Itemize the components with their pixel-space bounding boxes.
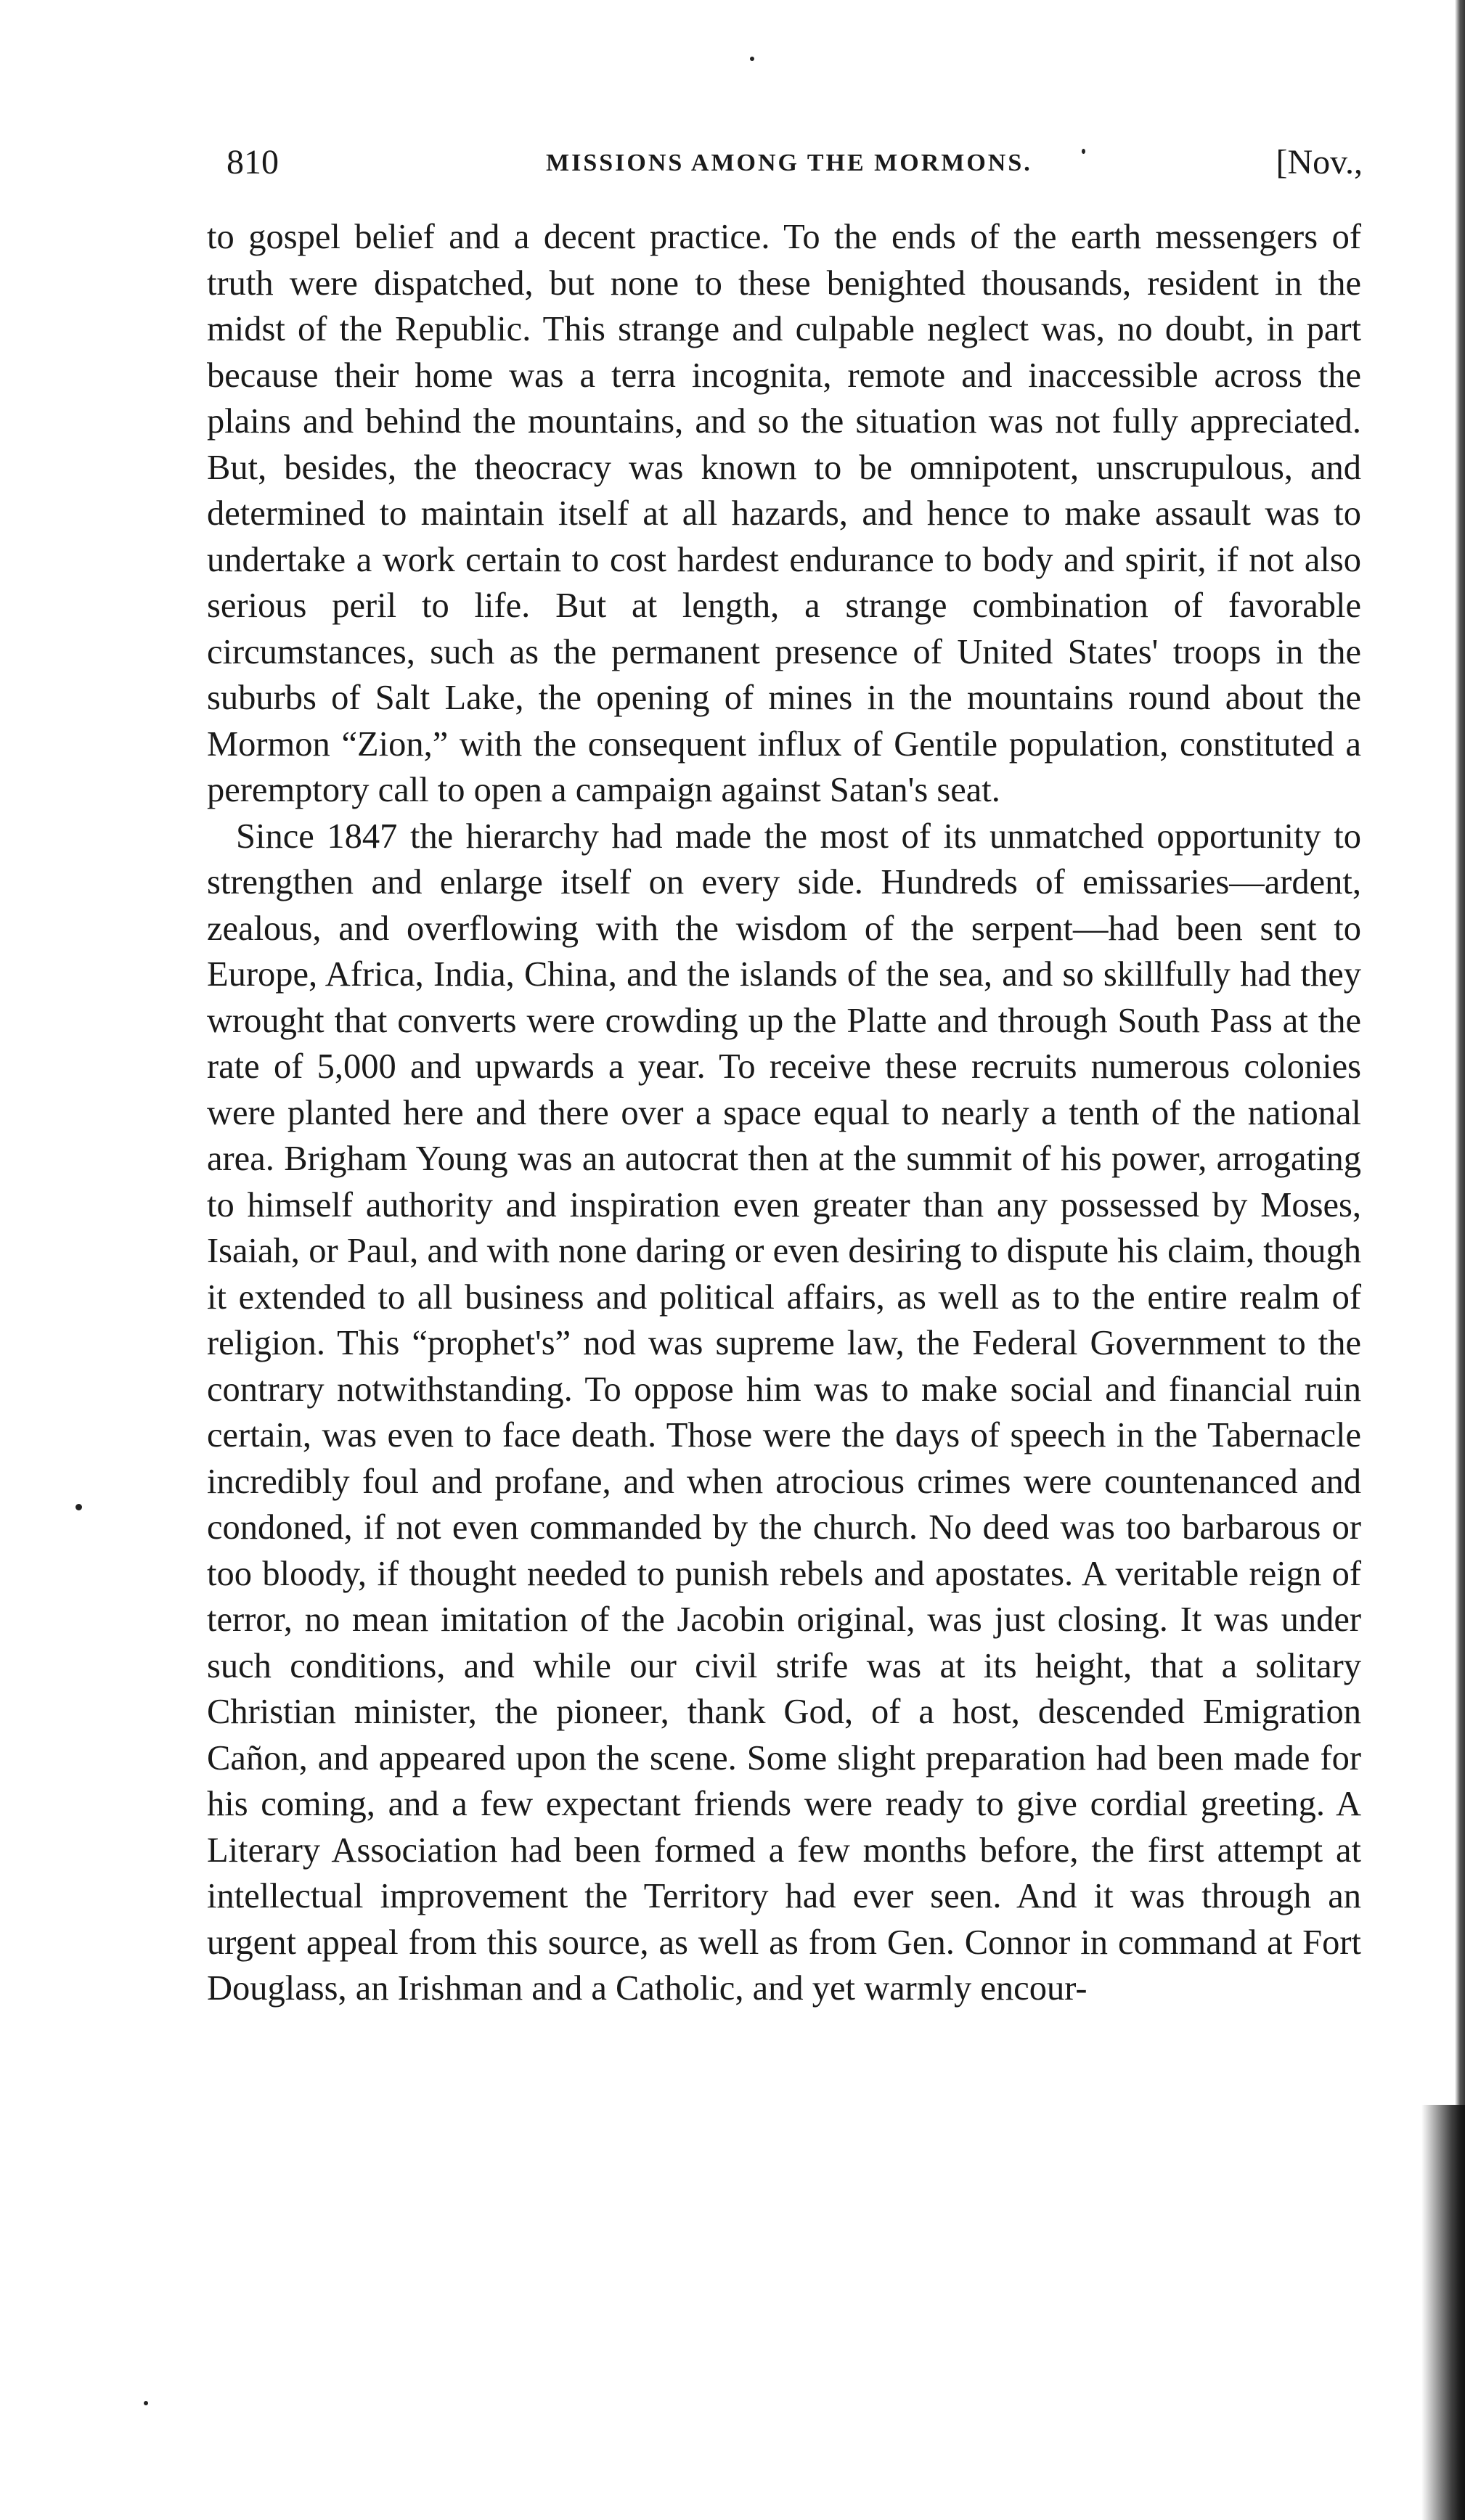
paragraph-2: Since 1847 the hierarchy had made the most of its unmatched opportunity to strengthen and enlarge itself on every side. Hundreds of emissaries—ardent, zealous, and overflowing with the wisdom of the serpent—had been sent to Europe, Africa, India, China, and the islands of the sea, and so skillfully had they wrought that converts were crowding up the Platte and through South Pass at the rate of 5,000 and upwards a year. To receive these recruits numerous colonies were planted here and there over a space equal to nearly a tenth of the national area. Brigham Young was an autocrat then at the summit of his power, arrogating to himself authority and inspiration even greater than any possessed by Moses, Isaiah, or Paul, and with none daring or even desiring to dispute his claim, though it extended to all business and political affairs, as well as to the entire realm of religion. This “prophet's” nod was supreme law, the Federal Government to the contrary notwithstanding. To oppose him was to make social and financial ruin certain, was even to face death. Those were the days of speech in the Tabernacle incredibly foul and profane, and when atrocious crimes were countenanced and condoned, if not even commanded by the church. No deed was too barbarous or too bloody, if thought needed to punish rebels and apostates. A veritable reign of terror, no mean imitation of the Jacobin original, was just closing. It was under such conditions, and while our civil strife was at its height, that a solitary Christian minister, the pioneer, thank God, of a host, descended Emigration Cañon, and appeared upon the scene. Some slight preparation had been made for his coming, and a few expectant friends were ready to give cordial greeting. A Literary Association had been formed a few months before, the first attempt at intellectual improvement the Territory had ever seen. And it was through an urgent appeal from this source, as well as from Gen. Connor in command at Fort Douglass, an Irishman and a Catholic, and yet warmly encour- bbox=[207, 817, 1361, 2008]
paragraph-1: to gospel belief and a decent practice. To the ends of the earth messengers of truth were dispatched, but none to these benighted thousands, resident in the midst of the Republic. This strange and culpable neglect was, no doubt, in part because their home was a terra incognita, remote and inaccessible across the plains and behind the mountains, and so the situation was not fully appreciated. But, besides, the theocracy was known to be omnipotent, unscrupulous, and determined to maintain itself at all hazards, and hence to make assault was to undertake a work certain to cost hardest endurance to body and spirit, if not also serious peril to life. But at length, a strange combination of favorable circumstances, such as the permanent presence of United States' troops in the suburbs of Salt Lake, the opening of mines in the mountains round about the Mormon “Zion,” with the consequent influx of Gentile population, constituted a peremptory call to open a campaign against Satan's seat. bbox=[207, 218, 1361, 809]
scan-speck bbox=[1082, 149, 1085, 154]
scan-speck bbox=[750, 57, 754, 61]
page-gutter-shadow-bottom bbox=[1421, 2105, 1465, 2520]
page-number: 810 bbox=[227, 143, 279, 181]
running-head bbox=[227, 142, 1363, 193]
body-text bbox=[207, 214, 1361, 2012]
scan-speck bbox=[76, 1504, 82, 1510]
running-date: [Nov., bbox=[1276, 143, 1363, 181]
running-title: MISSIONS AMONG THE MORMONS. bbox=[546, 150, 1032, 176]
scan-speck bbox=[144, 2401, 148, 2405]
